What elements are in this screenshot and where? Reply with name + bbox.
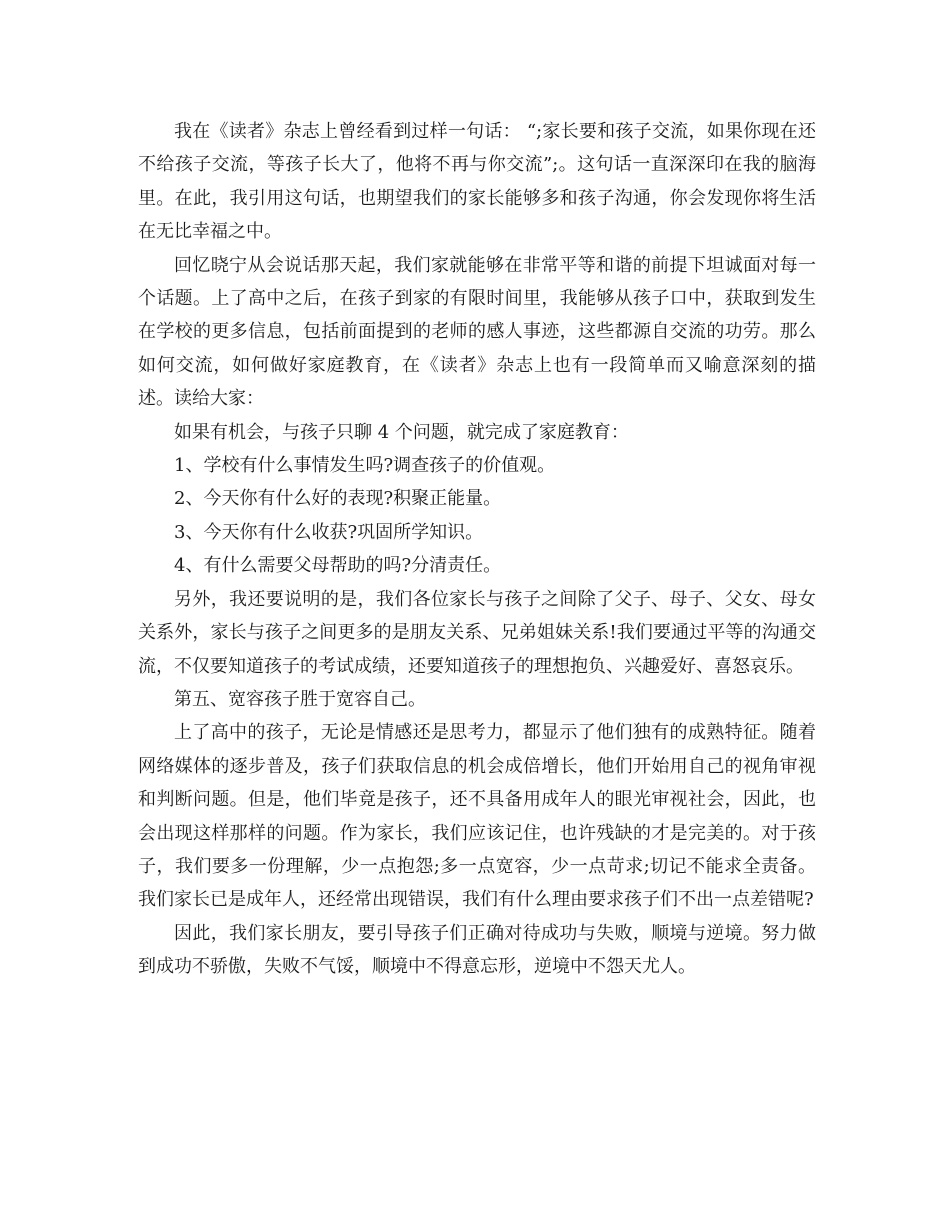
list-item-question-1: 1、学校有什么事情发生吗?调查孩子的价值观。	[174, 455, 556, 477]
section-heading-tolerance: 第五、宽容孩子胜于宽容自己。	[174, 688, 426, 710]
paragraph-four-questions-intro: 如果有机会，与孩子只聊 4 个问题，就完成了家庭教育：	[174, 421, 629, 443]
list-item-question-2: 2、今天你有什么好的表现?积聚正能量。	[174, 488, 502, 510]
paragraph-tolerance: 上了高中的孩子，无论是情感还是思考力，都显示了他们独有的成熟特征。随着网络媒体的逐步普及，孩子们获取信息的机会成倍增长，他们开始用自己的视角审视和判断问题。但是，他们毕竟是孩子，还不具备用成年人的眼光审视社会，因此，也会出现这样那样的问题。作为家长，我们应该记住，也许残缺的才是完美的。对于孩子，我们要多一份理解，少一点抱怨;多一点宽容，少一点苛求;切记不能求全责备。我们家长已是成年人，还经常出现错误，我们有什么理由要求孩子们不出一点差错呢?	[138, 722, 816, 911]
paragraph-communication-memory: 回忆晓宁从会说话那天起，我们家就能够在非常平等和谐的前提下坦诚面对每一个话题。上了高中之后，在孩子到家的有限时间里，我能够从孩子口中，获取到发生在学校的更多信息，包括前面提到的老师的感人事迹，这些都源自交流的功劳。那么如何交流，如何做好家庭教育，在《读者》杂志上也有一段简单而又喻意深刻的描述。读给大家：	[138, 254, 816, 410]
list-item-question-4: 4、有什么需要父母帮助的吗?分清责任。	[174, 555, 502, 577]
document-body	[138, 115, 816, 984]
paragraph-success-failure: 因此，我们家长朋友，要引导孩子们正确对待成功与失败，顺境与逆境。努力做到成功不骄傲，失败不气馁，顺境中不得意忘形，逆境中不怨天尤人。	[138, 922, 816, 978]
paragraph-reader-quote: 我在《读者》杂志上曾经看到过样一句话： “;家长要和孩子交流，如果你现在还不给孩子交流，等孩子长大了，他将不再与你交流”;。这句话一直深深印在我的脑海里。在此，我引用这句话，也期望我们的家长能够多和孩子沟通，你会发现你将生活在无比幸福之中。	[138, 121, 816, 243]
paragraph-relationships: 另外，我还要说明的是，我们各位家长与孩子之间除了父子、母子、父女、母女关系外，家长与孩子之间更多的是朋友关系、兄弟姐妹关系!我们要通过平等的沟通交流，不仅要知道孩子的考试成绩，还要知道孩子的理想抱负、兴趣爱好、喜怒哀乐。	[138, 588, 816, 677]
list-item-question-3: 3、今天你有什么收获?巩固所学知识。	[174, 521, 484, 543]
